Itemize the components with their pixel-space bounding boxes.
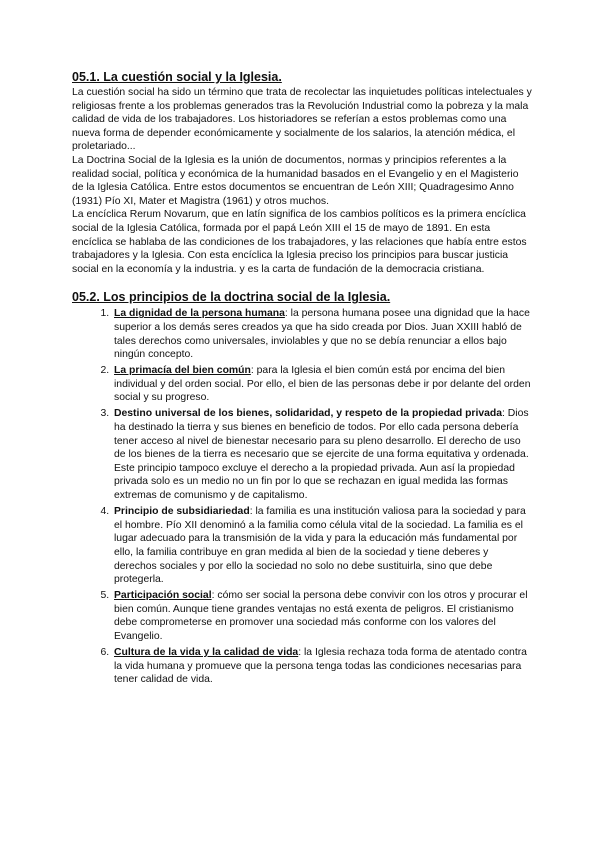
- principle-text-2: : para la Iglesia el bien común está por encima del bien individual y del orden social. Por ello, el bien de las personas debe ir por delante del orden social y su progreso.: [114, 365, 531, 404]
- principle-term-1: La dignidad de la persona humana: [114, 308, 285, 320]
- section-1-paragraph-1: La cuestión social ha sido un término que trata de recolectar las inquietudes políticas intelectuales y religiosas frente a los problemas generados tras la Revolución Industrial como la pobreza y la mala calidad de vida de los trabajadores. Los historiadores se referían a estos problemas como una nueva forma de depender económicamente y socialmente de los salarios, la atención médica, el proletariado...: [72, 87, 532, 153]
- principle-term-5: Participación social: [114, 590, 212, 602]
- principle-item-4: [112, 505, 532, 587]
- principle-item-2: [112, 364, 532, 405]
- principles-list: [72, 307, 532, 687]
- principle-item-1: [112, 307, 532, 361]
- principle-item-5: [112, 589, 532, 643]
- principle-term-2: La primacía del bien común: [114, 365, 251, 377]
- principle-text-5: : cómo ser social la persona debe convivir con los otros y procurar el bien común. Aunque tiene grandes ventajas no está exenta de peligros. El cristianismo debe comprometerse en promover una sociedad más conforme con los valores del Evangelio.: [114, 590, 528, 642]
- section-1-paragraph-2: La Doctrina Social de la Iglesia es la unión de documentos, normas y principios referentes a la realidad social, política y económica de la humanidad basados en el Evangelio y en el Magisterio de la Iglesia Católica. Entre estos documentos se encuentran de León XIII; Quadragesimo Anno (1931) Pío XI, Mater et Magistra (1961) y otros muchos.: [72, 154, 519, 207]
- principle-text-3: : Dios ha destinado la tierra y sus bienes en beneficio de todos. Por ello cada persona debería tener acceso al nivel de bienestar necesario para su pleno desarrollo. El derecho de uso de los bienes de la tierra es necesario que se ejercite de una forma equitativa y ordenada. Este principio tampoco excluye el derecho a la propiedad privada. Aun así la propiedad privada solo es un medio no un fin por lo que se rechazan en igual medida las formas extremas de comunismo y de capitalismo.: [114, 408, 529, 502]
- section-1-paragraph-3: La encíclica Rerum Novarum, que en latín significa de los cambios políticos es la primera encíclica social de la Iglesia Católica, formada por el papá León XIII el 15 de mayo de 1891. En esta encíclica se hablaba de las condiciones de los trabajadores, y las relaciones que había entre estos trabajadores y la Iglesia. Con esta encíclica la Iglesia preciso los principios para buscar justicia social en la economía y la industria. y es la carta de fundación de la democracia cristiana.: [72, 209, 527, 275]
- principle-item-6: [112, 646, 532, 687]
- principle-text-1: : la persona humana posee una dignidad que la hace superior a los demás seres creados ya que ha sido creada por Dios. Juan XXIII habló de tales derechos como universales, inviolables y que no se debía renunciar a ellos bajo ningún concepto.: [114, 308, 530, 361]
- principle-term-6: Cultura de la vida y la calidad de vida: [114, 647, 299, 659]
- principle-term-3: Destino universal de los bienes, solidaridad, y respeto de la propiedad privada: [114, 408, 503, 420]
- principle-text-4: : la familia es una institución valiosa para la sociedad y para el hombre. Pío XII denominó a la familia como célula vital de la sociedad. La familia es el lugar adecuado para la transmisión de la vida y para la educación más fundamental por ello, la familia contribuye en gran medida al bien de la sociedad y tiene deberes y derechos sociales y por ello la sociedad no solo no debe sustituirla, sino que debe protegerla.: [114, 506, 526, 586]
- section-1-title: 05.1. La cuestión social y la Iglesia.: [72, 70, 282, 84]
- principle-term-4: Principio de subsidiariedad: [114, 506, 250, 518]
- principle-text-6: : la Iglesia rechaza toda forma de atentado contra la vida humana y promueve que la persona tenga todas las condiciones necesarias para tener calidad de vida.: [114, 647, 527, 686]
- section-2-title: 05.2. Los principios de la doctrina social de la Iglesia.: [72, 290, 391, 305]
- principle-item-3: [112, 407, 532, 502]
